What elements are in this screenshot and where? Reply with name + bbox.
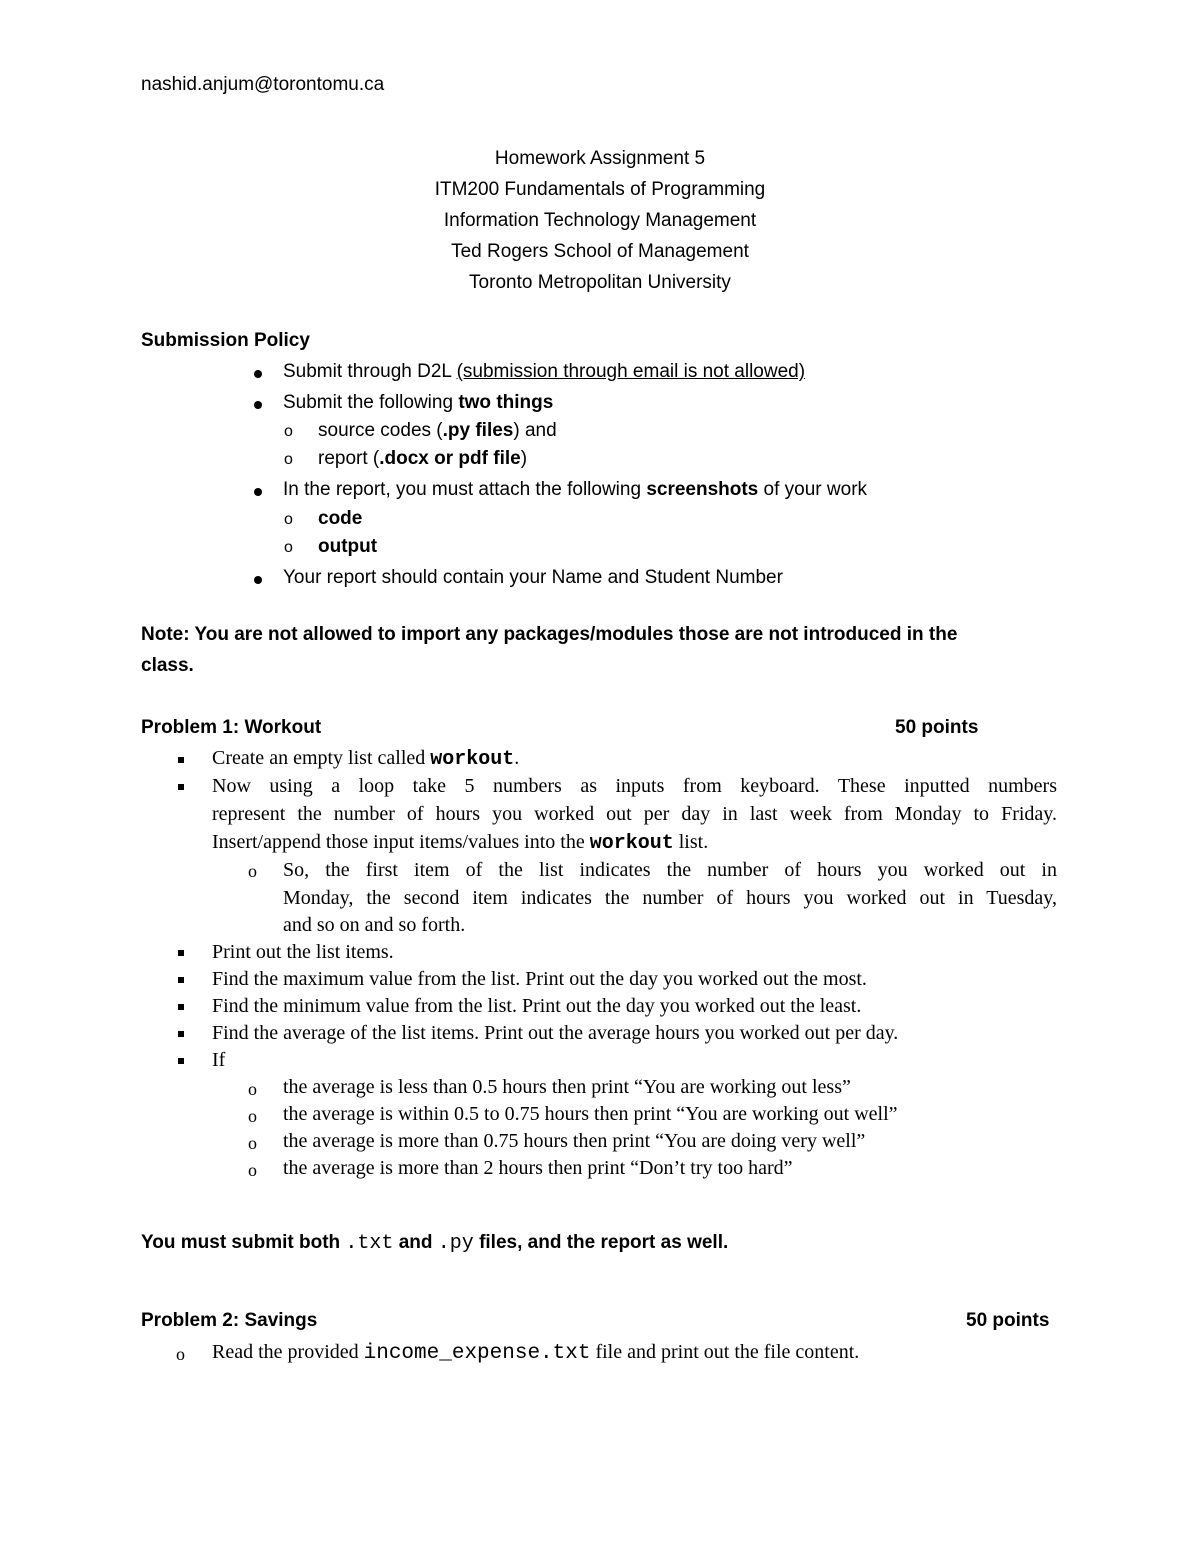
- submission-item-two-things: Submit the following two things: [283, 392, 554, 413]
- square-bullet-icon: [178, 950, 184, 956]
- square-bullet-icon: [178, 1058, 184, 1064]
- bullet-dot-icon: [254, 576, 262, 584]
- title-block: [0, 143, 1200, 298]
- circle-bullet-icon: o: [284, 423, 293, 440]
- problem1-subitem-line1: So, the first item of the list indicates the number of hours you worked out in: [283, 859, 1057, 881]
- problem1-subitem-line3: and so on and so forth.: [283, 914, 466, 936]
- program-name: Information Technology Management: [443, 210, 757, 231]
- problem2-item-read-file: Read the provided income_expense.txt file and print out the file content.: [212, 1341, 860, 1365]
- problem1-condition-too-hard: the average is more than 2 hours then print “Don’t try too hard”: [283, 1157, 793, 1179]
- problem1-condition-less: the average is less than 0.5 hours then print “You are working out less”: [283, 1076, 851, 1098]
- problem1-subitem-line2: Monday, the second item indicates the number of hours you worked out in Tuesday,: [283, 887, 1057, 909]
- problem1-item-loop-line1: Now using a loop take 5 numbers as inputs from keyboard. These inputted numbers: [212, 775, 1057, 797]
- submission-item-screenshots: In the report, you must attach the following screenshots of your work: [283, 479, 868, 500]
- square-bullet-icon: [178, 1004, 184, 1010]
- problem1-item-min: Find the minimum value from the list. Print out the day you worked out the least.: [212, 995, 862, 1017]
- circle-bullet-icon: o: [284, 539, 293, 556]
- bullet-dot-icon: [254, 401, 262, 409]
- circle-bullet-icon: o: [248, 1079, 257, 1099]
- problem2-heading: Problem 2: Savings: [141, 1310, 318, 1331]
- circle-bullet-icon: o: [248, 861, 257, 881]
- circle-bullet-icon: o: [248, 1160, 257, 1180]
- circle-bullet-icon: o: [176, 1344, 185, 1364]
- problem1-item-if: If: [212, 1049, 226, 1071]
- assignment-title: Homework Assignment 5: [494, 148, 706, 169]
- square-bullet-icon: [178, 757, 184, 763]
- submit-files-note: You must submit both .txt and .py files, and the report as well.: [141, 1232, 729, 1255]
- submission-subitem-output: output: [318, 536, 378, 557]
- problem1-condition-very-well: the average is more than 0.75 hours then print “You are doing very well”: [283, 1130, 866, 1152]
- problem1-item-create-list: Create an empty list called workout.: [212, 747, 520, 771]
- problem1-item-average: Find the average of the list items. Print out the average hours you worked out per day.: [212, 1022, 899, 1044]
- submission-subitem-source: source codes (.py files) and: [318, 420, 557, 441]
- problem1-points: 50 points: [895, 717, 979, 738]
- problem1-item-loop-line3: Insert/append those input items/values into the workout list.: [212, 831, 709, 855]
- author-email: nashid.anjum@torontomu.ca: [141, 74, 385, 95]
- submission-subitem-code: code: [318, 508, 363, 529]
- bullet-dot-icon: [254, 370, 262, 378]
- square-bullet-icon: [178, 784, 184, 790]
- problem1-condition-well: the average is within 0.5 to 0.75 hours then print “You are working out well”: [283, 1103, 898, 1125]
- circle-bullet-icon: o: [284, 511, 293, 528]
- problem1-item-print: Print out the list items.: [212, 941, 394, 963]
- school-name: Ted Rogers School of Management: [451, 241, 749, 262]
- course-title: ITM200 Fundamentals of Programming: [434, 179, 766, 200]
- problem1-item-loop-line2: represent the number of hours you worked out per day in last week from Monday to Friday.: [212, 803, 1057, 825]
- submission-item-name: Your report should contain your Name and Student Number: [283, 567, 783, 588]
- note-line-2: class.: [141, 655, 194, 676]
- square-bullet-icon: [178, 977, 184, 983]
- submission-subitem-report: report (.docx or pdf file): [318, 448, 528, 469]
- bullet-dot-icon: [254, 488, 262, 496]
- problem1-heading: Problem 1: Workout: [141, 717, 322, 738]
- problem1-item-max: Find the maximum value from the list. Print out the day you worked out the most.: [212, 968, 867, 990]
- circle-bullet-icon: o: [248, 1133, 257, 1153]
- submission-item-d2l: Submit through D2L (submission through email is not allowed): [283, 361, 806, 382]
- university-name: Toronto Metropolitan University: [469, 272, 731, 293]
- square-bullet-icon: [178, 1031, 184, 1037]
- note-line-1: Note: You are not allowed to import any packages/modules those are not introduced in the: [141, 624, 958, 645]
- problem2-points: 50 points: [966, 1310, 1050, 1331]
- circle-bullet-icon: o: [248, 1106, 257, 1126]
- submission-heading: Submission Policy: [141, 330, 310, 351]
- circle-bullet-icon: o: [284, 451, 293, 468]
